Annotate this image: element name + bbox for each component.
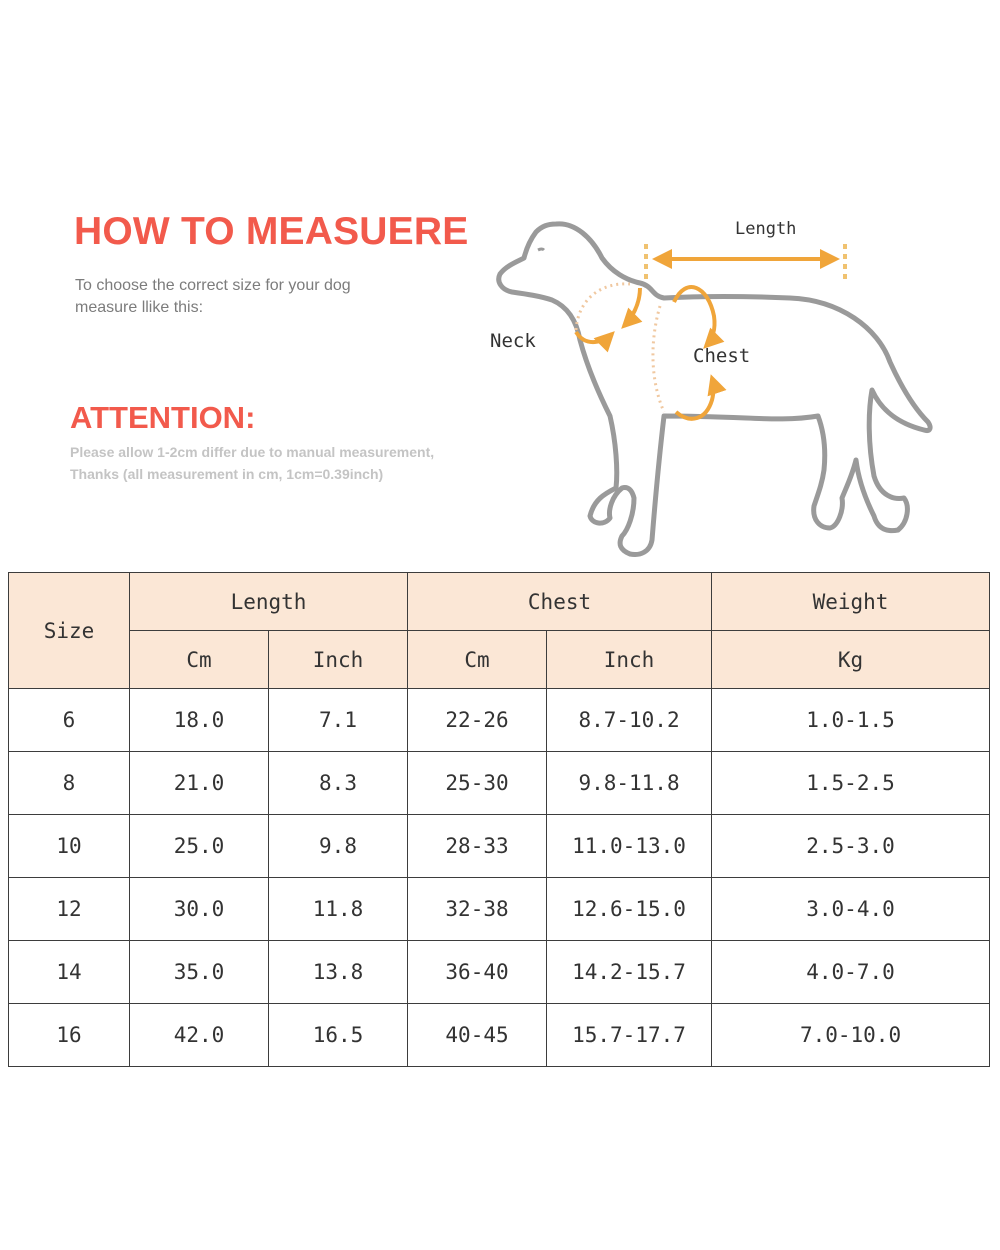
cell-chest-inch: 15.7-17.7 [547,1004,712,1067]
header-size: Size [9,573,130,689]
cell-size: 10 [9,815,130,878]
description-line: To choose the correct size for your dog [75,277,351,294]
cell-chest-inch: 12.6-15.0 [547,878,712,941]
table-row [9,752,990,815]
dog-eye [538,249,544,250]
cell-weight-kg: 1.5-2.5 [712,752,990,815]
header-length-cm: Cm [130,631,269,689]
attention-note [70,441,510,485]
table-row [9,941,990,1004]
cell-length-cm: 30.0 [130,878,269,941]
chest-arrow-bottom [676,378,714,419]
header-chest-cm: Cm [408,631,547,689]
cell-length-inch: 16.5 [269,1004,408,1067]
cell-chest-inch: 8.7-10.2 [547,689,712,752]
cell-length-cm: 42.0 [130,1004,269,1067]
cell-length-inch: 7.1 [269,689,408,752]
header-length: Length [130,573,408,631]
dog-measurement-diagram [480,200,950,565]
neck-label: Neck [490,330,536,352]
cell-chest-inch: 11.0-13.0 [547,815,712,878]
attention-line: Please allow 1-2cm differ due to manual measurement, [70,444,435,460]
size-chart-table [8,572,990,1067]
neck-arrow [576,332,612,342]
header-length-inch: Inch [269,631,408,689]
cell-length-inch: 9.8 [269,815,408,878]
cell-chest-cm: 28-33 [408,815,547,878]
cell-length-cm: 18.0 [130,689,269,752]
cell-weight-kg: 3.0-4.0 [712,878,990,941]
cell-chest-cm: 36-40 [408,941,547,1004]
cell-length-inch: 13.8 [269,941,408,1004]
cell-weight-kg: 4.0-7.0 [712,941,990,1004]
attention-line: Thanks (all measurement in cm, 1cm=0.39inch) [70,466,384,482]
cell-chest-inch: 14.2-15.7 [547,941,712,1004]
header-chest: Chest [408,573,712,631]
cell-chest-cm: 32-38 [408,878,547,941]
cell-size: 6 [9,689,130,752]
cell-length-cm: 35.0 [130,941,269,1004]
cell-weight-kg: 1.0-1.5 [712,689,990,752]
header-weight-kg: Kg [712,631,990,689]
measure-guide [0,0,1000,565]
size-chart-body [9,689,990,1067]
cell-length-cm: 25.0 [130,815,269,878]
neck-arrow-upper [624,288,640,326]
how-to-measure-title: HOW TO MEASUERE [74,210,469,253]
cell-chest-cm: 22-26 [408,689,547,752]
length-label: Length [735,219,797,239]
chest-label: Chest [693,345,751,367]
how-to-measure-description [75,275,405,319]
table-row [9,878,990,941]
table-row [9,689,990,752]
table-row [9,815,990,878]
cell-size: 14 [9,941,130,1004]
cell-chest-cm: 40-45 [408,1004,547,1067]
cell-length-inch: 11.8 [269,878,408,941]
chest-guide-dotted [653,306,664,412]
neck-guide-dotted [576,284,630,330]
header-weight: Weight [712,573,990,631]
cell-chest-cm: 25-30 [408,752,547,815]
cell-size: 16 [9,1004,130,1067]
table-row [9,1004,990,1067]
cell-length-cm: 21.0 [130,752,269,815]
description-line: measure llike this: [75,299,204,316]
size-chart-header [9,573,990,689]
cell-size: 8 [9,752,130,815]
cell-chest-inch: 9.8-11.8 [547,752,712,815]
attention-title: ATTENTION: [70,400,256,435]
cell-weight-kg: 2.5-3.0 [712,815,990,878]
cell-length-inch: 8.3 [269,752,408,815]
cell-weight-kg: 7.0-10.0 [712,1004,990,1067]
header-chest-inch: Inch [547,631,712,689]
cell-size: 12 [9,878,130,941]
